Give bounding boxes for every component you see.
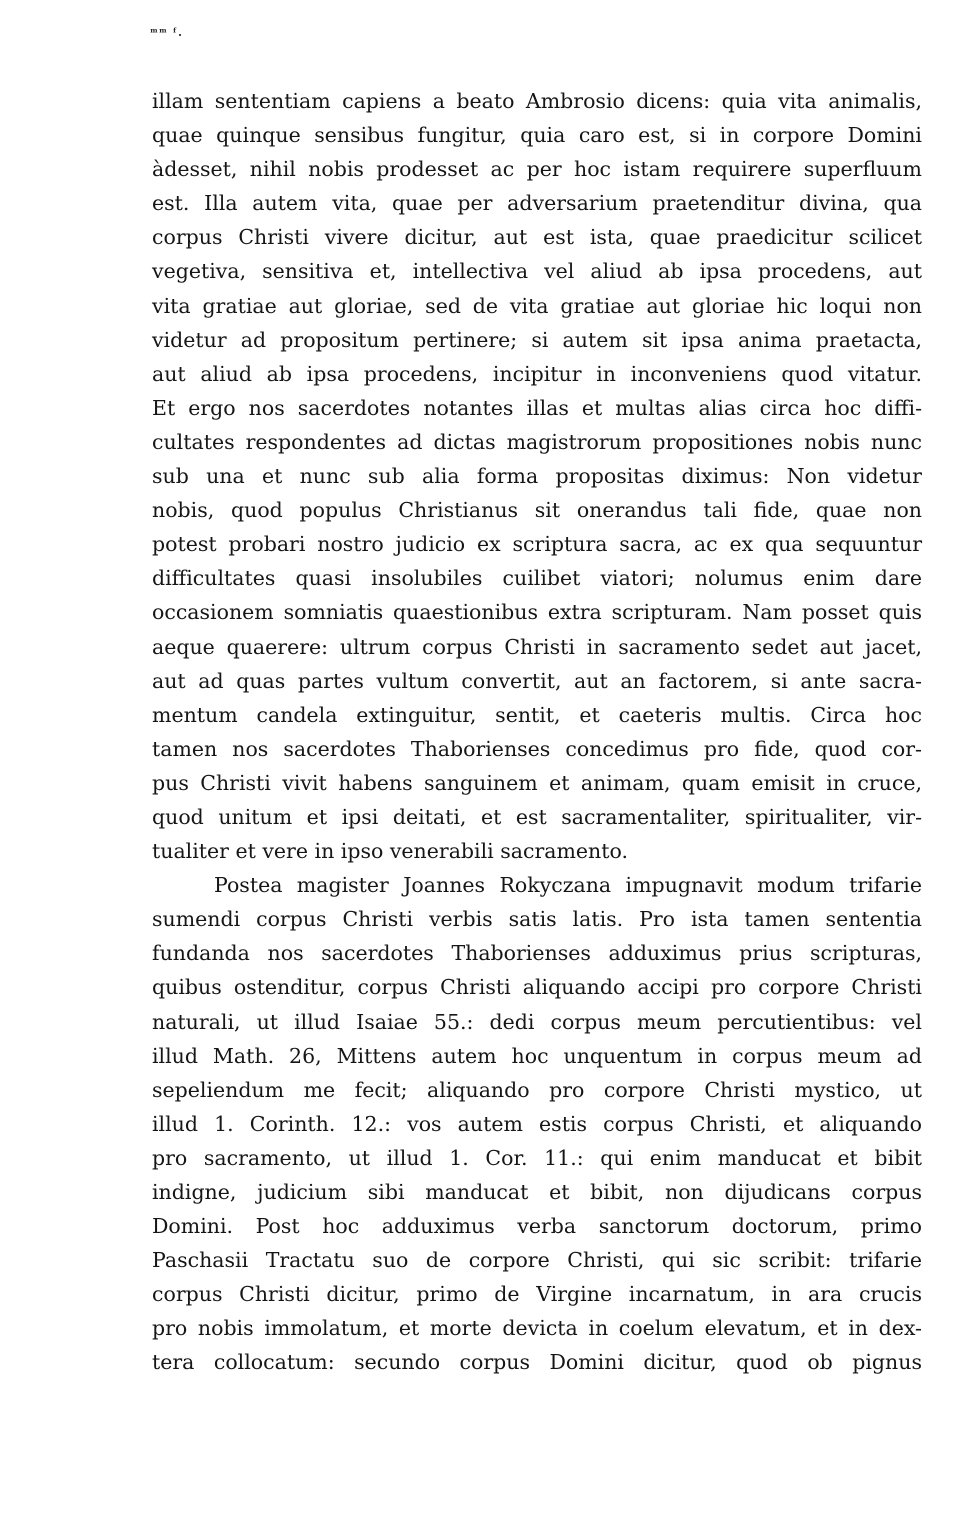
text-line: aeque quaerere: ultrum corpus Christi in sacramento sedet aut jacet,: [152, 634, 922, 659]
text-line: sepeliendum me fecit; aliquando pro corpore Christi mystico, ut: [152, 1077, 922, 1102]
text-line: tamen nos sacerdotes Thaborienses concedimus pro fide, quod cor-: [152, 736, 922, 761]
text-line: fundanda nos sacerdotes Thaborienses adduximus prius scripturas,: [152, 941, 922, 966]
text-line: corpus Christi vivere dicitur, aut est ista, quae praedicitur scilicet: [152, 225, 922, 250]
text-line: pro sacramento, ut illud 1. Cor. 11.: qui enim manducat et bibit: [152, 1145, 922, 1170]
text-line: occasionem somniatis quaestionibus extra scripturam. Nam posset quis: [152, 600, 922, 625]
text-line: Domini. Post hoc adduximus verba sanctorum doctorum, primo: [152, 1214, 922, 1239]
text-line: indigne, judicium sibi manducat et bibit, non dijudicans corpus: [152, 1180, 922, 1204]
text-line: nobis, quod populus Christianus sit onerandus tali fide, quae non: [152, 498, 922, 523]
text-line: pus Christi vivit habens sanguinem et animam, quam emisit in cruce,: [152, 770, 922, 795]
text-line: vita gratiae aut gloriae, sed de vita gratiae aut gloriae hic loqui non: [152, 293, 922, 318]
body-text: [152, 84, 922, 1380]
text-line: aut aliud ab ipsa procedens, incipitur in inconveniens quod vitatur.: [152, 361, 922, 386]
text-line: est. Illa autem vita, quae per adversarium praetenditur divina, qua: [152, 191, 922, 216]
text-line: àdesset, nihil nobis prodesset ac per hoc istam requirere superfluum: [152, 157, 922, 182]
text-line: naturali, ut illud Isaiae 55.: dedi corpus meum percutientibus: vel: [152, 1009, 922, 1034]
text-line: videtur ad propositum pertinere; si autem sit ipsa anima praetacta,: [152, 327, 922, 352]
text-line: tualiter et vere in ipso venerabili sacramento.: [152, 839, 628, 864]
text-line: Postea magister Joannes Rokyczana impugnavit modum trifarie: [214, 873, 922, 898]
text-line: sub una et nunc sub alia forma propositas diximus: Non videtur: [152, 464, 922, 489]
text-line: vegetiva, sensitiva et, intellectiva vel aliud ab ipsa procedens, aut: [152, 259, 922, 284]
text-line: quae quinque sensibus fungitur, quia caro est, si in corpore Domini: [152, 123, 922, 148]
text-line: illam sententiam capiens a beato Ambrosio dicens: quia vita animalis,: [152, 89, 922, 113]
text-line: quod unitum et ipsi deitati, et est sacramentaliter, spiritualiter, vir-: [152, 804, 922, 829]
text-line: cultates respondentes ad dictas magistrorum propositiones nobis nunc: [152, 429, 922, 454]
page-header-mark: ᵐᵐ ᶠ.: [150, 26, 183, 39]
text-line: mentum candela extinguitur, sentit, et caeteris multis. Circa hoc: [152, 702, 922, 727]
text-line: illud Math. 26, Mittens autem hoc unquentum in corpus meum ad: [152, 1043, 922, 1068]
text-line: tera collocatum: secundo corpus Domini dicitur, quod ob pignus: [152, 1350, 922, 1375]
text-line: pro nobis immolatum, et morte devicta in coelum elevatum, et in dex-: [152, 1316, 922, 1341]
text-line: Paschasii Tractatu suo de corpore Christi, qui sic scribit: trifarie: [152, 1248, 922, 1273]
text-line: sumendi corpus Christi verbis satis latis. Pro ista tamen sententia: [152, 907, 922, 932]
text-line: potest probari nostro judicio ex scriptura sacra, ac ex qua sequuntur: [152, 532, 922, 557]
text-line: difficultates quasi insolubiles cuilibet viatori; nolumus enim dare: [152, 566, 922, 591]
text-line: Et ergo nos sacerdotes notantes illas et multas alias circa hoc diffi-: [152, 395, 922, 420]
text-line: illud 1. Corinth. 12.: vos autem estis corpus Christi, et aliquando: [152, 1111, 922, 1136]
text-line: quibus ostenditur, corpus Christi aliquando accipi pro corpore Christi: [152, 975, 922, 1000]
text-line: aut ad quas partes vultum convertit, aut an factorem, si ante sacra-: [152, 668, 922, 693]
text-line: corpus Christi dicitur, primo de Virgine incarnatum, in ara crucis: [152, 1282, 922, 1307]
